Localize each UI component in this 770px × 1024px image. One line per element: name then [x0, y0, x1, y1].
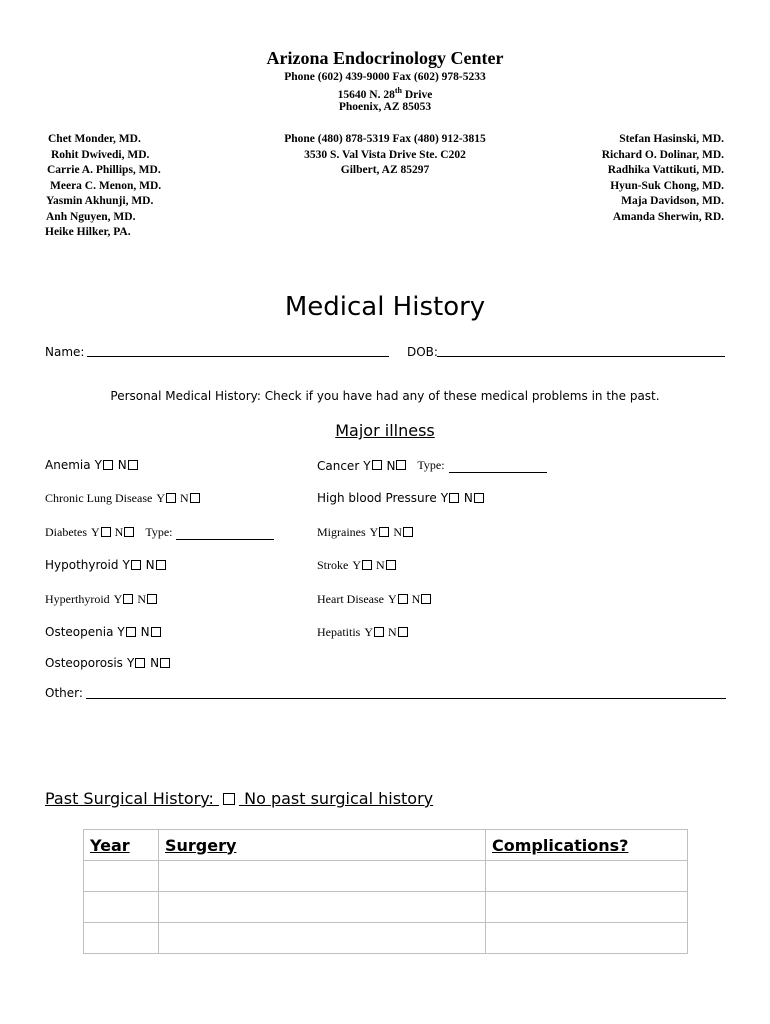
doctor-name: Heike Hilker, PA. [45, 226, 131, 238]
yes-no-group: Y N [363, 459, 407, 473]
table-row [84, 861, 688, 892]
year-cell[interactable] [84, 892, 159, 923]
surgery-table [83, 829, 688, 954]
condition-heart-disease [317, 592, 432, 607]
no-checkbox[interactable] [386, 560, 396, 570]
diabetes-type-field[interactable] [176, 528, 274, 540]
surgery-cell[interactable] [159, 861, 486, 892]
no-checkbox[interactable] [403, 527, 413, 537]
complications-cell[interactable] [486, 923, 688, 954]
condition-high-blood-pressure [317, 491, 485, 505]
condition-label: Heart Disease [317, 592, 384, 606]
condition-label: Stroke [317, 558, 349, 572]
table-row [84, 923, 688, 954]
yes-checkbox[interactable] [166, 493, 176, 503]
cancer-type-field[interactable] [449, 461, 547, 473]
no-checkbox[interactable] [190, 493, 200, 503]
doctor-name: Carrie A. Phillips, MD. [47, 164, 161, 176]
clinic-name: Arizona Endocrinology Center [266, 48, 504, 68]
no-checkbox[interactable] [160, 658, 170, 668]
column-header-surgery: Surgery [159, 830, 486, 861]
table-header-row [84, 830, 688, 861]
form-title: Medical History [284, 292, 486, 322]
no-checkbox[interactable] [396, 460, 406, 470]
yes-no-group: Y N [441, 491, 485, 505]
doctor-name: Rohit Dwivedi, MD. [51, 148, 150, 161]
yes-checkbox[interactable] [449, 493, 459, 503]
complications-cell[interactable] [486, 861, 688, 892]
condition-diabetes [45, 525, 274, 540]
second-office-city: Gilbert, AZ 85297 [340, 164, 430, 176]
yes-no-group: Y N [122, 558, 166, 572]
condition-chronic-lung-disease [45, 491, 201, 506]
surgery-cell[interactable] [159, 923, 486, 954]
yes-checkbox[interactable] [126, 627, 136, 637]
cancer-type: Type: [417, 458, 546, 473]
yes-no-group: Y N [91, 525, 135, 540]
complications-cell[interactable] [486, 892, 688, 923]
yes-no-group: Y N [352, 558, 396, 573]
other-field[interactable] [86, 698, 726, 699]
second-office-phone: Phone (480) 878-5319 Fax (480) 912-3815 [284, 133, 486, 145]
condition-label: Diabetes [45, 525, 87, 539]
diabetes-type: Type: [145, 525, 274, 540]
main-office-phone: Phone (602) 439-9000 Fax (602) 978-5233 [284, 71, 486, 83]
doctor-name: Meera C. Menon, MD. [50, 179, 162, 192]
condition-hypothyroid [45, 558, 167, 572]
yes-checkbox[interactable] [398, 594, 408, 604]
column-header-year: Year [84, 830, 159, 861]
no-checkbox[interactable] [156, 560, 166, 570]
second-office-street: 3530 S. Val Vista Drive Ste. C202 [304, 148, 466, 161]
main-office-street: 15640 N. 28th Drive [337, 86, 433, 101]
yes-no-group: Y N [114, 592, 158, 607]
table-row [84, 892, 688, 923]
year-cell[interactable] [84, 923, 159, 954]
name-label: Name: [45, 345, 85, 359]
other-label: Other: [45, 686, 83, 700]
yes-no-group: Y N [370, 525, 414, 540]
yes-no-group: Y N [388, 592, 432, 607]
yes-checkbox[interactable] [135, 658, 145, 668]
no-checkbox[interactable] [128, 460, 138, 470]
condition-osteopenia [45, 625, 162, 639]
condition-osteoporosis [45, 656, 171, 670]
doctor-name: Stefan Hasinski, MD. [619, 133, 724, 145]
condition-migraines [317, 525, 414, 540]
condition-label: Hyperthyroid [45, 592, 110, 606]
yes-no-group: Y N [95, 458, 139, 472]
no-checkbox[interactable] [474, 493, 484, 503]
main-office-city: Phoenix, AZ 85053 [338, 101, 432, 113]
instruction-text: Personal Medical History: Check if you have had any of these medical problems in the past. [110, 389, 660, 403]
condition-label: Chronic Lung Disease [45, 491, 153, 505]
doctor-name: Richard O. Dolinar, MD. [601, 148, 724, 161]
condition-stroke [317, 558, 397, 573]
dob-field[interactable] [437, 356, 725, 357]
dob-label: DOB: [407, 345, 438, 359]
doctor-name: Radhika Vattikuti, MD. [607, 164, 724, 176]
yes-checkbox[interactable] [379, 527, 389, 537]
condition-cancer [317, 458, 547, 473]
yes-no-group: Y N [364, 625, 408, 640]
major-illness-title: Major illness [335, 421, 435, 440]
doctor-name: Hyun-Suk Chong, MD. [610, 179, 724, 192]
condition-label: Anemia [45, 458, 91, 472]
yes-no-group: Y N [117, 625, 161, 639]
yes-checkbox[interactable] [372, 460, 382, 470]
no-checkbox[interactable] [124, 527, 134, 537]
yes-checkbox[interactable] [131, 560, 141, 570]
yes-checkbox[interactable] [101, 527, 111, 537]
past-surgical-history-title: Past Surgical History: No past surgical history [45, 789, 434, 808]
condition-hyperthyroid [45, 592, 158, 607]
no-checkbox[interactable] [421, 594, 431, 604]
yes-checkbox[interactable] [362, 560, 372, 570]
doctor-name: Amanda Sherwin, RD. [612, 210, 724, 223]
doctor-name: Anh Nguyen, MD. [46, 210, 136, 223]
column-header-complications: Complications? [486, 830, 688, 861]
yes-checkbox[interactable] [374, 627, 384, 637]
condition-label: Hepatitis [317, 625, 361, 639]
condition-label: Cancer [317, 458, 360, 473]
doctor-name: Yasmin Akhunji, MD. [46, 195, 154, 207]
no-surgical-history-label: No past surgical history [244, 789, 434, 808]
doctor-name: Chet Monder, MD. [48, 133, 141, 145]
condition-label: Osteoporosis [45, 656, 123, 670]
condition-label: Hypothyroid [45, 558, 119, 572]
condition-label: Osteopenia [45, 625, 114, 639]
condition-hepatitis [317, 625, 409, 640]
no-checkbox[interactable] [147, 594, 157, 604]
yes-no-group: Y N [127, 656, 171, 670]
year-cell[interactable] [84, 861, 159, 892]
surgery-cell[interactable] [159, 892, 486, 923]
condition-label: High blood Pressure [317, 491, 437, 505]
no-surgical-history-checkbox[interactable] [223, 793, 235, 805]
yes-no-group: Y N [156, 491, 200, 506]
no-checkbox[interactable] [398, 627, 408, 637]
condition-label: Migraines [317, 525, 366, 539]
yes-checkbox[interactable] [123, 594, 133, 604]
doctors-right-list [602, 132, 724, 225]
no-checkbox[interactable] [151, 627, 161, 637]
condition-anemia [45, 458, 139, 472]
yes-checkbox[interactable] [103, 460, 113, 470]
name-field[interactable] [87, 356, 389, 357]
doctor-name: Maja Davidson, MD. [621, 195, 724, 207]
